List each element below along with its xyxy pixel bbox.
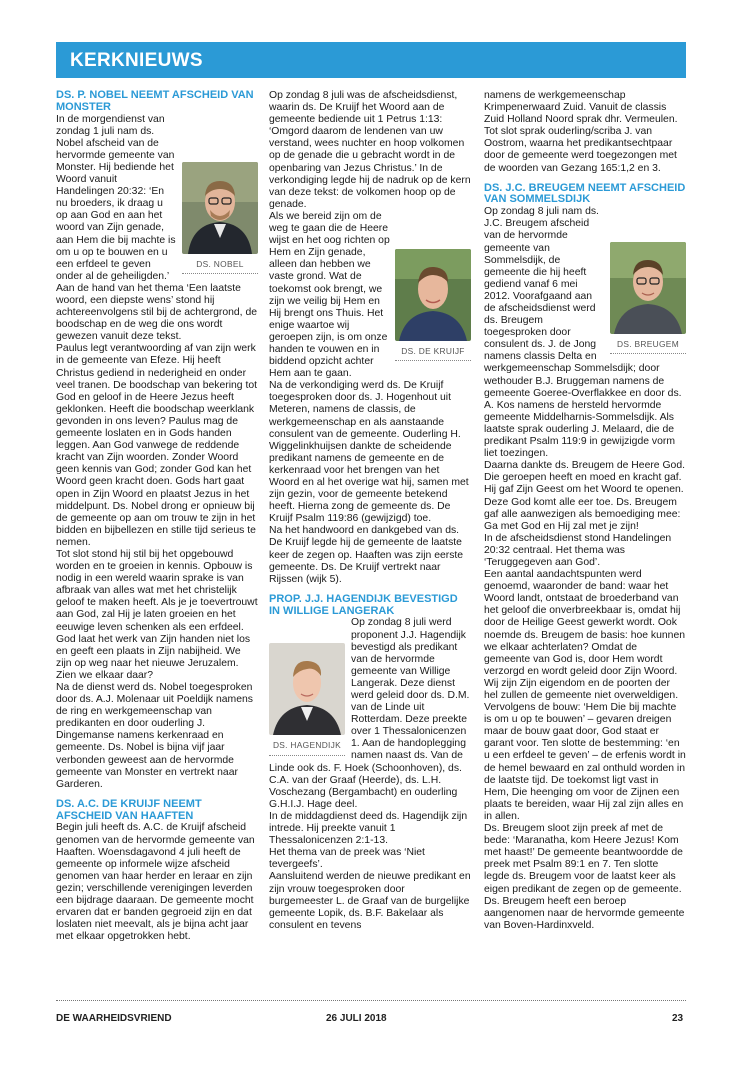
paragraph: Tot slot stond hij stil bij het opgebouwd worden en te groeien in kennis. Opbouw is nodig in een wereld waarin sprake is van afbraak van alles wat met het christelijk geloof te maken heeft. Als je je toevertrouwt aan God, zal Hij je laten groeien en het eeuwige leven schenken als een erfdeel. God laat het werk van Zijn handen niet los en geeft een plaats in Zijn nabijheid. We zijn op weg naar het nieuwe Jeruzalem. Zien we elkaar daar? xyxy=(56,548,258,681)
figure-breugem xyxy=(610,242,686,354)
column-2 xyxy=(269,90,471,932)
caption-hagendijk: DS. HAGENDIJK xyxy=(269,739,345,755)
paragraph: Begin juli heeft ds. A.C. de Kruijf afscheid genomen van de hervormde gemeente van Haaften. Woensdagavond 4 juli heeft de gemeente op informele wijze afscheid genomen van haar herder en leraar en zijn gezin; verschillende verenigingen leverden een bijdrage daaraan. De gemeente mocht ervaren dat er banden gegroeid zijn en dat loslaten niet meevalt, als je bijna acht jaar met elkaar opgetrokken hebt. xyxy=(56,822,255,943)
photo-hagendijk xyxy=(269,643,345,735)
caption-nobel: DS. NOBEL xyxy=(182,258,258,274)
paragraph: Na het handwoord en dankgebed van ds. De Kruijf legde hij de gemeente de laatste keer de zegen op. Haaften was zijn eerste gemeente. Ds. De Kruijf vertrekt naar Rijssen (wijk 5). xyxy=(269,525,464,585)
caption-breugem: DS. BREUGEM xyxy=(610,338,686,354)
heading-breugem: DS. J.C. BREUGEM NEEMT AFSCHEID VAN SOMMELSDIJK xyxy=(484,181,686,206)
footer-page-number: 23 xyxy=(672,1013,684,1024)
heading-de-kruijf: DS. A.C. DE KRUIJF NEEMT AFSCHEID VAN HAAFTEN xyxy=(56,797,202,822)
paragraph: Op zondag 8 juli nam ds. J.C. Breugem afscheid van de hervormde gemeente van Sommelsdijk, de gemeente die hij heeft gediend vanaf 6 mei 2012. Voorafgaand aan de afscheidsdienst werd ds. Breugem toegesproken door consulent ds. J. de Jong namens classis Delta en werkgemeenschap Sommelsdijk; door wethouder B.J. Bruggeman namens de gemeente Goeree-Overflakkee en door ds. A. Kos namens de hersteld hervormde gemeente Middelharnis-Sommelsdijk. Als laatste sprak ouderling J. Melaard, die de predikant Psalm 119:9 in gewijzigde vorm liet toezingen. xyxy=(484,206,682,460)
paragraph: Daarna dankte ds. Breugem de Heere God. Die geroepen heeft en moed en kracht gaf. Hij gaf Zijn Geest om het Woord te openen. Deze God komt alle eer toe. Ds. Breugem gaf alle aanwezigen als bemoediging mee: Ga met God en Hij zal met je zijn! xyxy=(484,460,686,532)
section-title: KERKNIEUWS xyxy=(70,50,203,71)
paragraph: Op zondag 8 juli werd proponent J.J. Hagendijk bevestigd als predikant van de hervormde gemeente van Willige Langerak. Deze dienst werd geleid door ds. D.M. van de Linde uit Rotterdam. Deze preekte over 1 Thessalonicenzen 1. Aan de handoplegging namen naast ds. Van de Linde ook ds. F. Hoek (Schoonhoven), ds. C.A. van der Graaf (Heerde), ds. L.H. Voschezang (Bergambacht) en ouderling G.H.I.J. Hage deel. xyxy=(269,617,470,810)
footer-date: 26 JULI 2018 xyxy=(326,1013,387,1024)
paragraph: Op zondag 8 juli was de afscheidsdienst, waarin ds. De Kruijf het Woord aan de gemeente bediende uit 1 Petrus 1:13: ‘Omgord daarom de lendenen van uw verstand, wees nuchter en hoop volkomen op de genade die u gebracht wordt in de openbaring van Jezus Christus.’ In de verkondiging legde hij de nadruk op de kern van deze tekst: de volkomen hoop op de genade. xyxy=(269,90,471,210)
footer-divider xyxy=(56,1000,686,1001)
column-3 xyxy=(484,90,686,932)
paragraph: Een aantal aandachtspunten werd genoemd, waaronder de band: waar het Woord landt, ontstaat de broederband van het geloof die onverbreekbaar is, omdat hij door de Heilige Geest gewerkt wordt. Ook noemde ds. Breugem de basis: hoe kunnen we elkaar achterlaten? Omdat de gemeente van God is, door Hem wordt verzorgd en wordt geleid door Zijn Woord. Wij zijn Zijn eigendom en de poorten der hel zullen de gemeente niet overweldigen. Vervolgens de bouw: ‘Hem Die bij machte is om u op te bouwen’ – gevaren dreigen maar de bouw gaat door, God staat er garant voor. Ten slotte de bestemming: ‘en u een erfdeel te geven’ – de erfenis wordt in de hemel bewaard en zal onthuld worden in de laatste tijd. De toekomst ligt vast in Hem, Die heenging om voor de Zijnen een plaats te bereiden, waar Hij zal zijn alles en in allen. xyxy=(484,569,686,822)
paragraph: Na de verkondiging werd ds. De Kruijf toegesproken door ds. J. Hogenhout uit Meteren, namens de classis, de werkgemeenschap en als aanstaande consulent van de gemeente. Ouderling H. Wiggelinkhuijsen dankte de scheidende predikant namens de gemeente en de kerkenraad voor het brengen van het Woord en al het overige wat hij, samen met zijn gezin, voor de gemeente betekend heeft. Hierna zong de gemeente ds. De Kruijf Psalm 119:86 (gewijzigd) toe. xyxy=(269,380,469,525)
section-banner xyxy=(56,42,686,78)
heading-nobel: DS. P. NOBEL NEEMT AFSCHEID VAN MONSTER xyxy=(56,89,254,113)
figure-hagendijk xyxy=(269,643,345,755)
photo-de-kruijf xyxy=(395,249,471,341)
photo-breugem xyxy=(610,242,686,334)
paragraph: In de middagdienst deed ds. Hagendijk zijn intrede. Hij preekte vanuit 1 Thessalonicenzen 2:1-13. xyxy=(269,810,468,847)
paragraph: Na de dienst werd ds. Nobel toegesproken door ds. A.J. Molenaar uit Poeldijk namens de ring en werkgemeenschap van predikanten en door ouderling J. Dingemanse namens kerkenraad en gemeente. Ds. Nobel is bijna vijf jaar verbonden geweest aan de hervormde gemeente van Monster en vertrekt naar Garderen. xyxy=(56,682,253,790)
paragraph: Paulus legt verantwoording af van zijn werk in de gemeente van Efeze. Hij heeft Christus gediend in nederigheid en onder veel tranen. De boodschap van bekering tot God en geloof in de Heere Jezus heeft geklonken. Heeft die boodschap weerklank gevonden in ons leven? Paulus mag de gemeente loslaten en in Gods handen leggen. Aan God vanwege de reddende kracht van Zijn woorden. Zonder Woord geen kennis van God; zonder God kan het Woord geen kracht doen. Gods hart gaat open in Zijn Woord en plaatst Jezus in het middelpunt. Ds. Nobel drong er opnieuw bij de gemeente op aan om trouw te zijn in het bidden en bijbellezen en stille tijd serieus te nemen. xyxy=(56,343,258,548)
figure-nobel xyxy=(182,162,258,274)
paragraph: Als we bereid zijn om de weg te gaan die de Heere wijst en het oog richten op Hem en Zijn genade, alleen dan hebben we vaste grond. Wat de toekomst ook brengt, we zijn we veilig bij Hem en Hij brengt ons Thuis. Het enige waartoe wij geroepen zijn, is om onze handen te vouwen en in biddend opzicht achter Hem aan te gaan. xyxy=(269,210,390,380)
paragraph: Het thema van de preek was ‘Niet tevergeefs’. xyxy=(269,847,425,871)
paragraph: In de morgendienst van zondag 1 juli nam ds. Nobel afscheid van de hervormde gemeente van Monster. Hij bediende het Woord vanuit Handelingen 20:32: ‘En nu broeders, ik draag u op aan God en aan het woord van Zijn genade, aan Hem die bij machte is om u op te bouwen en u een erfdeel te geven onder al de geheiligden.’ Aan de hand van het thema ‘Een laatste woord, een diepste wens’ stond hij achtereenvolgens stil bij de achtergrond, de boodschap en de weg die ons wordt gewezen vanuit deze tekst. xyxy=(56,113,258,343)
column-1 xyxy=(56,90,258,943)
paragraph: In de afscheidsdienst stond Handelingen 20:32 centraal. Het thema was ‘Teruggegeven aan God’. xyxy=(484,532,672,568)
figure-de-kruijf xyxy=(395,249,471,361)
paragraph: Aansluitend werden de nieuwe predikant en zijn vrouw toegesproken door burgemeester L. de Graaf van de burgelijke gemeente Lopik, ds. B.F. Bakelaar als consulent en tevens xyxy=(269,871,471,931)
caption-de-kruijf: DS. DE KRUIJF xyxy=(395,345,471,361)
heading-hagendijk: PROP. J.J. HAGENDIJK BEVESTIGD IN WILLIGE LANGERAK xyxy=(269,592,458,617)
paragraph: namens de werkgemeenschap Krimpenerwaard Zuid. Vanuit de classis Zuid Holland Noord sprak dhr. Vermeulen. Tot slot sprak ouderling/scriba J. van Oostrom, waarna het predikantsechtpaar door de gemeente werd toegezongen met de woorden van Gezang 165:1,2 en 3. xyxy=(484,90,678,174)
footer-publication: DE WAARHEIDSVRIEND xyxy=(56,1013,172,1024)
photo-nobel xyxy=(182,162,258,254)
paragraph: Ds. Breugem sloot zijn preek af met de bede: ‘Maranatha, kom Heere Jezus! Kom met haast!’ De gemeente beantwoordde de preek met Psalm 89:1 en 7. Ten slotte legde ds. Breugem voor de laatst keer als eigen predikant de zegen op de gemeente. Ds. Breugem heeft een beroep aangenomen naar de hervormde gemeente van Boven-Hardinxveld. xyxy=(484,823,685,931)
